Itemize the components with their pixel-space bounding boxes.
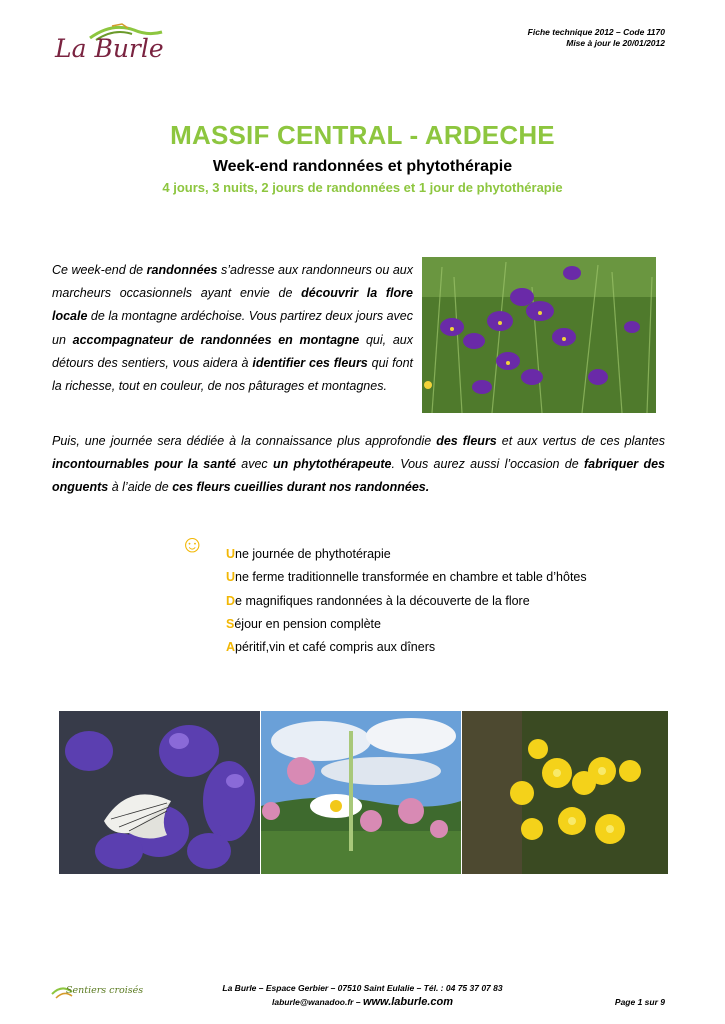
feature-text: éjour en pension complète [234, 616, 381, 631]
bold-phrase: un phytothérapeute [272, 457, 392, 472]
trip-summary: 4 jours, 3 nuits, 2 jours de randonnées et 1 jour de phytothérapie [162, 180, 563, 195]
text-run: avec [235, 457, 273, 472]
phytotherapy-paragraph [52, 430, 665, 500]
footer-logo-text: Sentiers croisés [66, 985, 144, 996]
footer-website-link[interactable]: www.laburle.com [362, 996, 453, 1008]
feature-item [226, 545, 587, 568]
text-run: de la montagne ardéchoise. Vous partirez deux jours avec un [52, 309, 413, 347]
text-run: à l’aide de [108, 480, 173, 495]
feature-list [226, 545, 587, 661]
daisies-photo [261, 711, 461, 874]
feature-item [226, 592, 587, 615]
smiley-icon: ☺ [180, 531, 205, 558]
feature-item [226, 615, 587, 638]
text-run: qui, aux détours des sentiers, vous aidera à [52, 332, 413, 370]
page-number: Page 1 sur 9 [614, 997, 665, 1007]
feature-text: péritif,vin et café compris aux dîners [235, 640, 436, 655]
footer-email: laburle@wanadoo.fr – [271, 997, 363, 1007]
feature-initial: A [226, 640, 236, 655]
butterfly-photo [59, 711, 260, 874]
bold-phrase: randonnées [146, 263, 218, 277]
text-run: et aux vertus de ces plantes [496, 434, 665, 448]
footer-address: La Burle – Espace Gerbier – 07510 Saint Eulalie – Tél. : 04 75 37 07 83 [222, 983, 503, 993]
feature-initial: D [226, 593, 236, 608]
feature-text: ne ferme traditionnelle transformée en chambre et table d’hôtes [235, 570, 587, 585]
text-run: s’adresse aux randonneurs ou aux marcheurs occasionnels ayant envie de [52, 263, 413, 301]
bold-phrase: découvrir la flore locale [52, 286, 413, 324]
feature-initial: U [226, 570, 236, 585]
feature-initial: U [226, 547, 236, 561]
bold-phrase: accompagnateur de randonnées en montagne [72, 332, 360, 347]
feature-text: ne journée de phythotérapie [235, 547, 391, 561]
feature-item [226, 638, 587, 661]
bold-phrase: incontournables pour la santé [52, 457, 236, 472]
bold-phrase: identifier ces fleurs [252, 355, 368, 370]
bold-phrase: fabriquer des onguents [52, 457, 665, 495]
buttercups-photo [462, 711, 668, 874]
text-run: . Vous aurez aussi l’occasion de [391, 457, 584, 472]
feature-initial: S [226, 616, 235, 631]
logo-text: La Burle [55, 34, 164, 63]
violets-photo [422, 257, 656, 413]
page-title: MASSIF CENTRAL - ARDECHE [170, 120, 555, 150]
text-run: Ce week-end de [52, 263, 147, 277]
bold-phrase: ces fleurs cueillies durant nos randonnées. [172, 480, 430, 495]
update-date: Mise à jour le 20/01/2012 [566, 38, 665, 48]
feature-item [226, 568, 587, 591]
feature-text: e magnifiques randonnées à la découverte de la flore [235, 593, 530, 608]
page-subtitle: Week-end randonnées et phytothérapie [212, 158, 513, 175]
document-code: Fiche technique 2012 – Code 1170 [527, 27, 665, 37]
bold-phrase: des fleurs [436, 434, 497, 448]
text-run: Puis, une journée sera dédiée à la connaissance plus approfondie [52, 434, 437, 448]
intro-paragraph [52, 259, 413, 398]
text-run: qui font la richesse, tout en couleur, de nos pâturages et montagnes. [52, 355, 414, 394]
